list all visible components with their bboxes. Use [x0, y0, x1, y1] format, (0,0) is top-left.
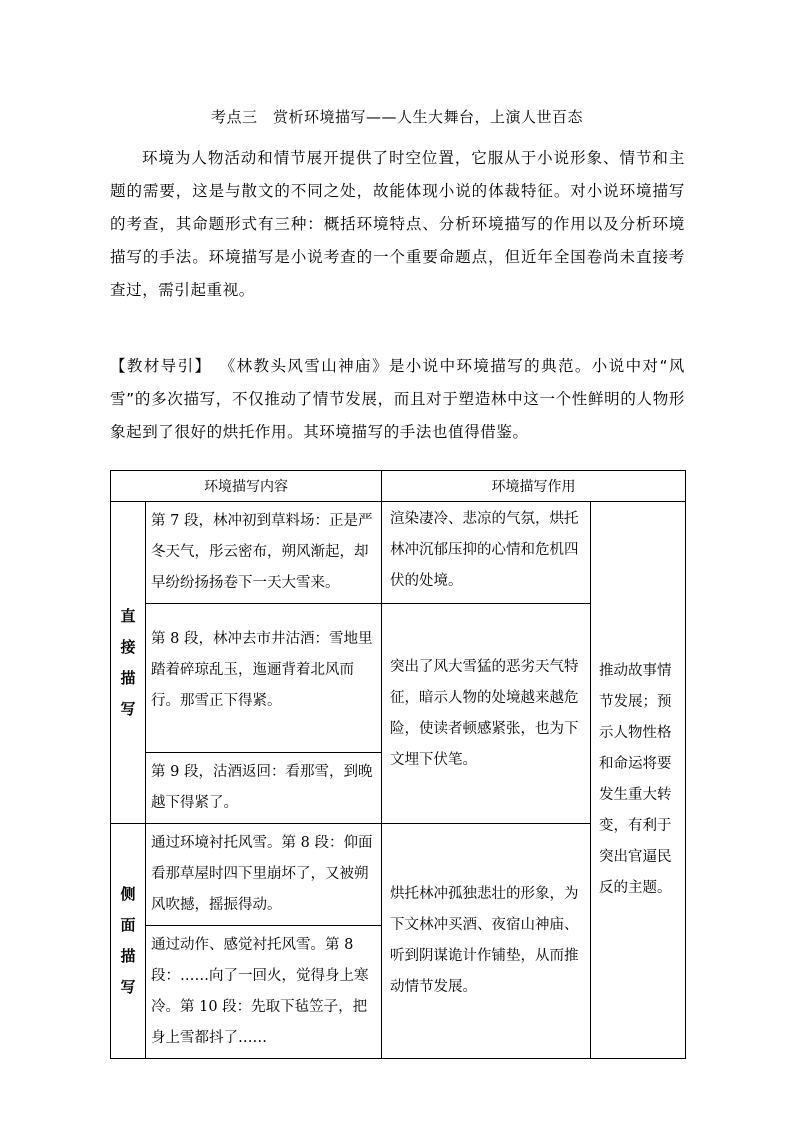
- content-cell: 第 9 段，沽酒返回：看那雪，到晚越下得紧了。: [146, 753, 382, 824]
- effect-cell: 突出了风大雪猛的恶劣天气特征，暗示人物的处境越来越危险，使读者顿感紧张，也为下文埋下伏笔。: [382, 604, 591, 824]
- table-header-row: [111, 471, 686, 502]
- content-cell: 第 8 段，林冲去市井沽酒：雪地里踏着碎琼乱玉，迤逦背着北风而行。那雪正下得紧。: [146, 604, 382, 753]
- summary-cell: 推动故事情节发展；预示人物性格和命运将要发生重大转变，有利于突出官逼民反的主题。: [591, 502, 686, 1059]
- content-cell: 通过动作、感觉衬托风雪。第 8 段：……向了一回火，觉得身上寒冷。第 10 段：先取下毡笠子，把身上雪都抖了……: [146, 926, 382, 1059]
- content-cell: 通过环境衬托风雪。第 8 段：仰面看那草屋时四下里崩坏了，又被朔风吹撼，摇振得动。: [146, 824, 382, 926]
- guide-text: 《林教头风雪山神庙》是小说中环境描写的典范。小说中对“风雪”的多次描写，不仅推动了情节发展，而且对于塑造林中这一个性鲜明的人物形象起到了很好的烘托作用。其环境描写的手法也值得借鉴。: [110, 357, 685, 441]
- environment-table: [110, 470, 686, 1059]
- table-row: [111, 502, 686, 604]
- effect-cell: 烘托林冲孤独悲壮的形象，为下文林冲买酒、夜宿山神庙、听到阴谋诡计作铺垫，从而推动情节发展。: [382, 824, 591, 1059]
- section-heading: 考点三 赏析环境描写——人生大舞台，上演人世百态: [210, 108, 583, 126]
- category-direct: 直 接 描 写: [111, 502, 146, 824]
- category-side: 侧 面 描 写: [111, 824, 146, 1059]
- header-content: 环境描写内容: [111, 471, 382, 502]
- guide-label: 【教材导引】: [110, 357, 212, 375]
- content-cell: 第 7 段，林冲初到草料场：正是严冬天气，彤云密布，朔风渐起，却早纷纷扬扬卷下一天大雪来。: [146, 502, 382, 604]
- guide-paragraph: [110, 350, 685, 449]
- header-effect: 环境描写作用: [382, 471, 686, 502]
- intro-paragraph: 环境为人物活动和情节展开提供了时空位置，它服从于小说形象、情节和主题的需要，这是与散文的不同之处，故能体现小说的体裁特征。对小说环境描写的考查，其命题形式有三种：概括环境特点、分析环境描写的作用以及分析环境描写的手法。环境描写是小说考查的一个重要命题点，但近年全国卷尚未直接考查过，需引起重视。: [110, 149, 685, 299]
- effect-cell: 渲染凄冷、悲凉的气氛，烘托林冲沉郁压抑的心情和危机四伏的处境。: [382, 502, 591, 604]
